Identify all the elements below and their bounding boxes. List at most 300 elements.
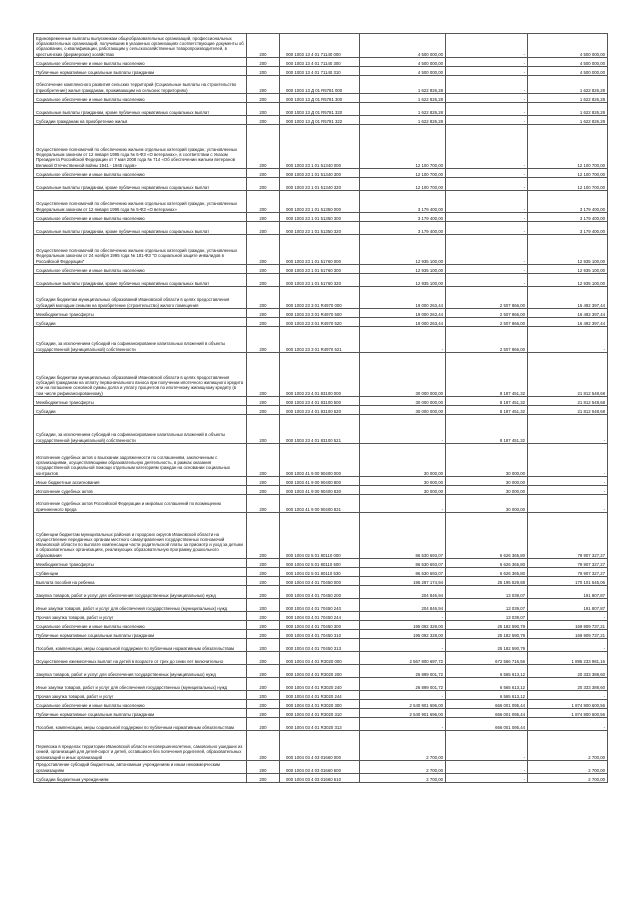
row-executed-cell: 666 001 095,44 xyxy=(446,718,528,731)
row-executed-cell: 13 039,07 xyxy=(446,612,528,621)
row-unexecuted-cell: 4 500 000,00 xyxy=(528,67,608,76)
row-unexecuted-cell: - xyxy=(528,612,608,621)
row-kbk-cell: 000 1003 41 9 00 90400 830 xyxy=(280,486,360,495)
row-executed-cell: - xyxy=(446,178,528,191)
row-approved-cell: 86 530 693,07 xyxy=(360,568,446,577)
row-unexecuted-cell: 20 333 388,60 xyxy=(528,678,608,691)
table-row xyxy=(34,495,608,513)
row-approved-cell: 2 700,00 xyxy=(360,761,446,774)
row-approved-cell: 12 935 100,00 xyxy=(360,265,446,274)
row-unexecuted-cell: 20 333 388,60 xyxy=(528,665,608,678)
row-kbk-cell: 000 1003 23 1 01 51350 320 xyxy=(280,222,360,235)
row-executed-cell: - xyxy=(446,274,528,287)
row-kbk-cell: 000 1004 03 4 01 70450 000 xyxy=(280,577,360,586)
row-code-cell: 200 xyxy=(247,630,280,639)
row-approved-cell: 30 000 000,00 xyxy=(360,397,446,406)
row-name-cell: Межбюджетные трансферты xyxy=(34,559,247,568)
row-name-cell: Закупка товаров, работ и услуг для обеспечения государственных (муниципальных) нужд xyxy=(34,586,247,599)
row-kbk-cell: 000 1004 02 5 01 80110 500 xyxy=(280,559,360,568)
row-code-cell: 200 xyxy=(247,265,280,274)
row-code-cell: 200 xyxy=(247,415,280,444)
row-kbk-cell: 000 1004 03 4 03 01660 000 xyxy=(280,731,360,761)
row-approved-cell: - xyxy=(360,415,446,444)
row-unexecuted-cell: 21 812 548,68 xyxy=(528,406,608,415)
row-unexecuted-cell: 1 622 826,28 xyxy=(528,94,608,103)
row-name-cell: Осуществление полномочий по обеспечению жильем отдельных категорий граждан, установленных Федеральным законом от 12 января 1995 года № 5-ФЗ «О ветеранах» xyxy=(34,191,247,213)
row-kbk-cell: 000 1004 03 4 03 01660 600 xyxy=(280,761,360,774)
row-code-cell: 200 xyxy=(247,621,280,630)
row-approved-cell: 2 540 901 696,00 xyxy=(360,700,446,709)
row-unexecuted-cell: 4 500 000,00 xyxy=(528,34,608,58)
row-code-cell: 200 xyxy=(247,353,280,397)
row-unexecuted-cell: - xyxy=(528,691,608,700)
row-unexecuted-cell: 12 100 700,00 xyxy=(528,178,608,191)
row-approved-cell: 12 100 700,00 xyxy=(360,125,446,169)
row-name-cell: Межбюджетные трансферты xyxy=(34,397,247,406)
row-name-cell: Субсидии бюджетам муниципальных образований Ивановской области в целях предоставления субсидий молодым семьям на приобретение (строительство) жилого помещения xyxy=(34,287,247,309)
row-executed-cell: 13 039,07 xyxy=(446,599,528,612)
row-unexecuted-cell: - xyxy=(528,327,608,353)
row-name-cell: Социальное обеспечение и иные выплаты населению xyxy=(34,700,247,709)
row-unexecuted-cell: 12 100 700,00 xyxy=(528,169,608,178)
row-code-cell: 200 xyxy=(247,67,280,76)
row-executed-cell: 8 187 451,32 xyxy=(446,353,528,397)
row-approved-cell: 12 935 100,00 xyxy=(360,274,446,287)
row-unexecuted-cell: 169 909 737,21 xyxy=(528,630,608,639)
row-code-cell: 200 xyxy=(247,191,280,213)
row-approved-cell: 195 092 328,00 xyxy=(360,621,446,630)
row-executed-cell: - xyxy=(446,191,528,213)
row-approved-cell: 3 179 400,00 xyxy=(360,222,446,235)
row-kbk-cell: 000 1003 13 4 01 71140 310 xyxy=(280,67,360,76)
row-name-cell: Прочая закупка товаров, работ и услуг xyxy=(34,691,247,700)
row-approved-cell: 12 100 700,00 xyxy=(360,178,446,191)
row-executed-cell: 30 000,00 xyxy=(446,486,528,495)
row-executed-cell: - xyxy=(446,67,528,76)
row-name-cell: Социальные выплаты гражданам, кроме публичных нормативных социальных выплат xyxy=(34,178,247,191)
table-row xyxy=(34,621,608,630)
row-executed-cell: - xyxy=(446,125,528,169)
table-row xyxy=(34,577,608,586)
row-executed-cell: 666 001 095,44 xyxy=(446,709,528,718)
row-name-cell: Социальное обеспечение и иные выплаты населению xyxy=(34,265,247,274)
row-name-cell: Социальное обеспечение и иные выплаты населению xyxy=(34,94,247,103)
table-row xyxy=(34,568,608,577)
row-kbk-cell: 000 1003 23 1 01 51350 300 xyxy=(280,213,360,222)
table-row xyxy=(34,58,608,67)
row-executed-cell: - xyxy=(446,265,528,274)
row-name-cell: Субсидии бюджетным учреждениям xyxy=(34,774,247,783)
budget-execution-table xyxy=(33,33,608,783)
table-row xyxy=(34,444,608,477)
row-kbk-cell: 000 1004 03 4 01 70450 313 xyxy=(280,639,360,652)
table-row xyxy=(34,178,608,191)
row-name-cell: Социальное обеспечение и иные выплаты населению xyxy=(34,58,247,67)
row-name-cell: Иные бюджетные ассигнования xyxy=(34,477,247,486)
row-code-cell: 200 xyxy=(247,309,280,318)
table-row xyxy=(34,309,608,318)
row-executed-cell: 8 187 451,32 xyxy=(446,415,528,444)
row-unexecuted-cell: 79 907 327,27 xyxy=(528,513,608,559)
row-unexecuted-cell: - xyxy=(528,639,608,652)
row-approved-cell: 30 000,00 xyxy=(360,486,446,495)
row-approved-cell: 4 500 000,00 xyxy=(360,34,446,58)
row-code-cell: 200 xyxy=(247,665,280,678)
row-name-cell: Субсидии, за исключением субсидий на софинансирование капитальных вложений в объекты государственной (муниципальной) собственности xyxy=(34,415,247,444)
table-row xyxy=(34,287,608,309)
row-code-cell: 200 xyxy=(247,287,280,309)
row-executed-cell: 25 182 590,79 xyxy=(446,630,528,639)
row-code-cell: 200 xyxy=(247,178,280,191)
row-code-cell: 200 xyxy=(247,486,280,495)
row-executed-cell: 6 626 365,80 xyxy=(446,559,528,568)
table-row xyxy=(34,222,608,235)
row-code-cell: 200 xyxy=(247,709,280,718)
table-row xyxy=(34,709,608,718)
row-kbk-cell: 000 1004 03 4 01 70450 300 xyxy=(280,621,360,630)
row-unexecuted-cell: 1 874 900 600,56 xyxy=(528,709,608,718)
row-approved-cell: - xyxy=(360,495,446,513)
row-name-cell: Субсидии, за исключением субсидий на софинансирование капитальных вложений в объекты государственной (муниципальной) собственности xyxy=(34,327,247,353)
row-code-cell: 200 xyxy=(247,731,280,761)
table-row xyxy=(34,125,608,169)
row-name-cell: Субвенции бюджетам муниципальных районов и городских округов Ивановской области на осуществление переданных органам местного самоуправления государственных полномочий Ивановской области по выплате компенсации части родительской платы за присмотр и уход за детьми в образовательных организациях, реализующих образовательную программу дошкольного образования xyxy=(34,513,247,559)
row-executed-cell: 6 565 613,12 xyxy=(446,665,528,678)
row-unexecuted-cell: 1 874 900 600,56 xyxy=(528,700,608,709)
row-unexecuted-cell: 3 179 400,00 xyxy=(528,191,608,213)
table-row xyxy=(34,327,608,353)
row-code-cell: 200 xyxy=(247,169,280,178)
row-approved-cell: 204 846,94 xyxy=(360,599,446,612)
row-unexecuted-cell: 12 100 700,00 xyxy=(528,125,608,169)
row-approved-cell: 30 000,00 xyxy=(360,444,446,477)
row-kbk-cell: 000 1003 23 4 01 83100 520 xyxy=(280,406,360,415)
row-code-cell: 200 xyxy=(247,691,280,700)
row-code-cell: 200 xyxy=(247,76,280,94)
row-approved-cell: 4 500 000,00 xyxy=(360,58,446,67)
row-name-cell: Субсидии xyxy=(34,318,247,327)
table-row xyxy=(34,599,608,612)
row-approved-cell: 26 899 001,72 xyxy=(360,665,446,678)
row-code-cell: 200 xyxy=(247,652,280,665)
row-approved-cell: 86 530 693,07 xyxy=(360,513,446,559)
row-unexecuted-cell: 1 622 826,28 xyxy=(528,76,608,94)
row-approved-cell: 1 622 826,28 xyxy=(360,94,446,103)
row-approved-cell: 26 899 001,72 xyxy=(360,678,446,691)
row-approved-cell: 2 700,00 xyxy=(360,774,446,783)
row-executed-cell: 6 565 613,12 xyxy=(446,678,528,691)
table-row xyxy=(34,318,608,327)
table-row xyxy=(34,397,608,406)
row-unexecuted-cell: 2 700,00 xyxy=(528,731,608,761)
row-kbk-cell: 000 1004 03 4 01 R3020 300 xyxy=(280,700,360,709)
row-name-cell: Осуществление полномочий по обеспечению жильем отдельных категорий граждан, установленных Федеральным законом от 24 ноября 1995 года № 181-ФЗ "О социальной защите инвалидов в Российской Федерации" xyxy=(34,235,247,265)
row-executed-cell: 6 565 613,12 xyxy=(446,691,528,700)
table-row xyxy=(34,630,608,639)
row-approved-cell: 12 935 100,00 xyxy=(360,235,446,265)
row-name-cell: Осуществление полномочий по обеспечению жильем отдельных категорий граждан, установленных Федеральным законом от 12 января 1995 года № 5-ФЗ «О ветеранах», в соответствии с Указом Президента Российской Федерации от 7 мая 2008 года № 714 «Об обеспечении жильем ветеранов Великой Отечественной войны 1941 - 1945 годов» xyxy=(34,125,247,169)
row-code-cell: 200 xyxy=(247,700,280,709)
row-kbk-cell: 000 1004 03 4 01 R3020 000 xyxy=(280,652,360,665)
row-kbk-cell: 000 1003 23 3 01 R4970 520 xyxy=(280,318,360,327)
row-unexecuted-cell: 12 935 100,00 xyxy=(528,274,608,287)
row-code-cell: 200 xyxy=(247,513,280,559)
row-executed-cell: - xyxy=(446,213,528,222)
row-code-cell: 200 xyxy=(247,235,280,265)
row-name-cell: Социальное обеспечение и иные выплаты населению xyxy=(34,621,247,630)
row-approved-cell: - xyxy=(360,718,446,731)
row-name-cell: Исполнение судебных актов Российской Федерации и мировых соглашений по возмещению причиненного вреда xyxy=(34,495,247,513)
row-unexecuted-cell: 1 622 826,28 xyxy=(528,116,608,125)
row-name-cell: Осуществление ежемесячных выплат на детей в возрасте от трех до семи лет включительно xyxy=(34,652,247,665)
row-executed-cell: - xyxy=(446,58,528,67)
row-kbk-cell: 000 1004 03 4 01 R3020 240 xyxy=(280,678,360,691)
table-row xyxy=(34,406,608,415)
table-row xyxy=(34,235,608,265)
row-executed-cell: 25 182 590,79 xyxy=(446,639,528,652)
row-kbk-cell: 000 1003 13 Д 01 R5781 300 xyxy=(280,94,360,103)
row-unexecuted-cell: 21 812 548,68 xyxy=(528,397,608,406)
row-kbk-cell: 000 1004 03 4 01 70450 244 xyxy=(280,612,360,621)
table-row xyxy=(34,191,608,213)
row-executed-cell: - xyxy=(446,222,528,235)
table-body xyxy=(34,34,608,783)
row-unexecuted-cell: 79 907 327,27 xyxy=(528,568,608,577)
table-row xyxy=(34,477,608,486)
row-approved-cell: 204 846,94 xyxy=(360,586,446,599)
row-approved-cell: 19 000 263,44 xyxy=(360,309,446,318)
table-row xyxy=(34,169,608,178)
row-name-cell: Пособия, компенсации, меры социальной поддержки по публичным нормативным обязательствам xyxy=(34,639,247,652)
row-unexecuted-cell: 79 907 327,27 xyxy=(528,559,608,568)
row-kbk-cell: 000 1003 23 4 01 83100 000 xyxy=(280,353,360,397)
row-approved-cell: 1 622 826,28 xyxy=(360,76,446,94)
row-kbk-cell: 000 1004 03 4 01 70450 240 xyxy=(280,599,360,612)
row-kbk-cell: 000 1003 13 4 01 71140 300 xyxy=(280,58,360,67)
table-row xyxy=(34,116,608,125)
row-executed-cell: - xyxy=(446,235,528,265)
row-kbk-cell: 000 1003 23 4 01 83100 521 xyxy=(280,415,360,444)
row-code-cell: 200 xyxy=(247,495,280,513)
row-unexecuted-cell: - xyxy=(528,477,608,486)
row-kbk-cell: 000 1003 41 9 00 90400 800 xyxy=(280,477,360,486)
table-row xyxy=(34,665,608,678)
row-code-cell: 200 xyxy=(247,94,280,103)
row-unexecuted-cell: 12 935 100,00 xyxy=(528,265,608,274)
table-row xyxy=(34,415,608,444)
row-code-cell: 200 xyxy=(247,477,280,486)
row-unexecuted-cell: 1 622 826,28 xyxy=(528,103,608,116)
table-row xyxy=(34,486,608,495)
row-name-cell: Предоставление субсидий бюджетным, автономным учреждениям и иным некоммерческим организациям xyxy=(34,761,247,774)
row-kbk-cell: 000 1003 23 1 01 51350 000 xyxy=(280,191,360,213)
row-name-cell: Субвенции xyxy=(34,568,247,577)
row-kbk-cell: 000 1004 03 4 03 01660 610 xyxy=(280,774,360,783)
row-executed-cell: - xyxy=(446,94,528,103)
table-row xyxy=(34,67,608,76)
row-code-cell: 200 xyxy=(247,639,280,652)
row-approved-cell: 195 092 328,00 xyxy=(360,630,446,639)
row-kbk-cell: 000 1004 03 4 01 R3020 244 xyxy=(280,691,360,700)
row-approved-cell: 19 000 263,44 xyxy=(360,318,446,327)
table-row xyxy=(34,76,608,94)
row-code-cell: 200 xyxy=(247,599,280,612)
table-row xyxy=(34,652,608,665)
row-name-cell: Социальное обеспечение и иные выплаты населению xyxy=(34,213,247,222)
row-approved-cell: 1 622 826,28 xyxy=(360,116,446,125)
row-unexecuted-cell: 16 492 397,44 xyxy=(528,287,608,309)
table-row xyxy=(34,612,608,621)
row-unexecuted-cell: 170 101 645,06 xyxy=(528,577,608,586)
row-kbk-cell: 000 1004 03 4 01 70450 200 xyxy=(280,586,360,599)
row-kbk-cell: 000 1003 23 4 01 83100 500 xyxy=(280,397,360,406)
row-kbk-cell: 000 1003 13 4 01 71140 000 xyxy=(280,34,360,58)
row-kbk-cell: 000 1004 03 4 01 R3020 310 xyxy=(280,709,360,718)
row-executed-cell: - xyxy=(446,169,528,178)
row-approved-cell: 30 000 000,00 xyxy=(360,406,446,415)
row-executed-cell: 25 182 590,79 xyxy=(446,621,528,630)
row-unexecuted-cell: 169 909 737,21 xyxy=(528,621,608,630)
row-code-cell: 200 xyxy=(247,406,280,415)
row-code-cell: 200 xyxy=(247,125,280,169)
row-code-cell: 200 xyxy=(247,103,280,116)
row-approved-cell: - xyxy=(360,612,446,621)
row-name-cell: Публичные нормативные социальные выплаты гражданам xyxy=(34,630,247,639)
table-row xyxy=(34,213,608,222)
row-code-cell: 200 xyxy=(247,444,280,477)
row-approved-cell: - xyxy=(360,691,446,700)
budget-report-sheet xyxy=(33,33,607,783)
row-name-cell: Социальное обеспечение и иные выплаты населению xyxy=(34,169,247,178)
row-name-cell: Субсидии бюджетам муниципальных образований Ивановской области в целях предоставления субсидий гражданам на оплату первоначального взноса при получении ипотечного жилищного кредита или на погашение основной суммы долга и уплату процентов по ипотечному жилищному кредиту (в том числе рефинансированному) xyxy=(34,353,247,397)
table-row xyxy=(34,761,608,774)
row-name-cell: Единовременные выплаты выпускникам общеобразовательных организаций, профессиональных образовательных организаций, получившим в указанных организациях соответствующие документы об образовании, о квалификации, работающим у сельскохозяйственных товаропроизводителей, в крестьянских (фермерских) хозяйствах xyxy=(34,34,247,58)
row-executed-cell: 2 507 866,00 xyxy=(446,309,528,318)
row-name-cell: Социальные выплаты гражданам, кроме публичных нормативных социальных выплат xyxy=(34,274,247,287)
row-name-cell: Публичные нормативные социальные выплаты гражданам xyxy=(34,709,247,718)
row-approved-cell: 1 622 826,28 xyxy=(360,103,446,116)
row-kbk-cell: 000 1004 03 4 01 R3020 313 xyxy=(280,718,360,731)
row-approved-cell: 86 530 693,07 xyxy=(360,559,446,568)
row-code-cell: 200 xyxy=(247,222,280,235)
row-unexecuted-cell: 16 492 397,44 xyxy=(528,309,608,318)
row-executed-cell: 2 507 866,00 xyxy=(446,318,528,327)
row-kbk-cell: 000 1004 02 5 01 80110 000 xyxy=(280,513,360,559)
row-unexecuted-cell: 21 812 548,68 xyxy=(528,353,608,397)
row-name-cell: Социальные выплаты гражданам, кроме публичных нормативных социальных выплат xyxy=(34,103,247,116)
row-executed-cell: 672 566 716,56 xyxy=(446,652,528,665)
row-executed-cell: - xyxy=(446,34,528,58)
row-executed-cell: 2 507 866,00 xyxy=(446,287,528,309)
row-code-cell: 200 xyxy=(247,34,280,58)
row-code-cell: 200 xyxy=(247,761,280,774)
row-name-cell: Прочая закупка товаров, работ и услуг xyxy=(34,612,247,621)
row-unexecuted-cell: 12 935 100,00 xyxy=(528,235,608,265)
row-name-cell: Публичные нормативные социальные выплаты гражданам xyxy=(34,67,247,76)
row-unexecuted-cell: 4 500 000,00 xyxy=(528,58,608,67)
row-approved-cell: 30 000 000,00 xyxy=(360,353,446,397)
row-executed-cell: 30 000,00 xyxy=(446,444,528,477)
row-executed-cell: 13 039,07 xyxy=(446,586,528,599)
row-executed-cell: - xyxy=(446,731,528,761)
row-name-cell: Социальные выплаты гражданам, кроме публичных нормативных социальных выплат xyxy=(34,222,247,235)
row-kbk-cell: 000 1003 23 1 01 51340 300 xyxy=(280,169,360,178)
table-row xyxy=(34,639,608,652)
row-code-cell: 200 xyxy=(247,718,280,731)
row-unexecuted-cell: - xyxy=(528,486,608,495)
row-code-cell: 200 xyxy=(247,568,280,577)
table-row xyxy=(34,265,608,274)
row-unexecuted-cell: - xyxy=(528,444,608,477)
row-kbk-cell: 000 1003 23 3 01 R4970 000 xyxy=(280,287,360,309)
table-row xyxy=(34,94,608,103)
row-kbk-cell: 000 1003 41 9 00 90400 831 xyxy=(280,495,360,513)
row-executed-cell: 30 000,00 xyxy=(446,495,528,513)
row-code-cell: 200 xyxy=(247,612,280,621)
row-code-cell: 200 xyxy=(247,58,280,67)
row-approved-cell: - xyxy=(360,327,446,353)
row-kbk-cell: 000 1003 23 1 01 51340 320 xyxy=(280,178,360,191)
row-kbk-cell: 000 1003 23 3 01 R4970 521 xyxy=(280,327,360,353)
row-executed-cell: 25 195 529,88 xyxy=(446,577,528,586)
row-name-cell: Выплата пособия на ребенка xyxy=(34,577,247,586)
table-row xyxy=(34,559,608,568)
row-executed-cell: - xyxy=(446,76,528,94)
row-name-cell: Иные закупки товаров, работ и услуг для обеспечения государственных (муниципальных) нужд xyxy=(34,678,247,691)
row-code-cell: 200 xyxy=(247,327,280,353)
row-approved-cell: 12 100 700,00 xyxy=(360,169,446,178)
row-unexecuted-cell: 1 895 233 981,16 xyxy=(528,652,608,665)
row-kbk-cell: 000 1003 13 Д 01 R5781 320 xyxy=(280,103,360,116)
row-name-cell: Закупка товаров, работ и услуг для обеспечения государственных (муниципальных) нужд xyxy=(34,665,247,678)
table-row xyxy=(34,274,608,287)
table-row xyxy=(34,691,608,700)
table-row xyxy=(34,718,608,731)
row-code-cell: 200 xyxy=(247,774,280,783)
row-executed-cell: - xyxy=(446,103,528,116)
row-executed-cell: 2 507 866,00 xyxy=(446,327,528,353)
row-name-cell: Субсидии xyxy=(34,406,247,415)
row-code-cell: 200 xyxy=(247,577,280,586)
row-name-cell: Обеспечение комплексного развития сельских территорий (Социальные выплаты на строительство (приобретение) жилья гражданам, проживающим на сельских территориях) xyxy=(34,76,247,94)
row-name-cell: Исполнение судебных актов xyxy=(34,486,247,495)
row-executed-cell: - xyxy=(446,761,528,774)
row-kbk-cell: 000 1003 23 1 01 51760 300 xyxy=(280,265,360,274)
row-code-cell: 200 xyxy=(247,116,280,125)
row-unexecuted-cell: 3 179 400,00 xyxy=(528,213,608,222)
table-row xyxy=(34,731,608,761)
row-executed-cell: 6 626 365,80 xyxy=(446,513,528,559)
row-executed-cell: 8 187 451,32 xyxy=(446,397,528,406)
row-kbk-cell: 000 1004 02 5 01 80110 530 xyxy=(280,568,360,577)
row-name-cell: Субсидии гражданам на приобретение жилья xyxy=(34,116,247,125)
row-approved-cell: 2 567 800 697,72 xyxy=(360,652,446,665)
row-kbk-cell: 000 1003 23 1 01 51760 320 xyxy=(280,274,360,287)
table-row xyxy=(34,353,608,397)
row-executed-cell: 6 626 365,80 xyxy=(446,568,528,577)
row-kbk-cell: 000 1003 13 Д 01 R5781 000 xyxy=(280,76,360,94)
row-executed-cell: - xyxy=(446,116,528,125)
table-row xyxy=(34,774,608,783)
row-kbk-cell: 000 1003 23 1 01 51340 000 xyxy=(280,125,360,169)
row-approved-cell: 4 500 000,00 xyxy=(360,67,446,76)
row-code-cell: 200 xyxy=(247,318,280,327)
row-kbk-cell: 000 1003 13 Д 01 R5781 322 xyxy=(280,116,360,125)
table-row xyxy=(34,586,608,599)
row-unexecuted-cell: 2 700,00 xyxy=(528,761,608,774)
row-kbk-cell: 000 1004 03 4 01 R3020 200 xyxy=(280,665,360,678)
row-kbk-cell: 000 1004 03 4 01 70450 310 xyxy=(280,630,360,639)
